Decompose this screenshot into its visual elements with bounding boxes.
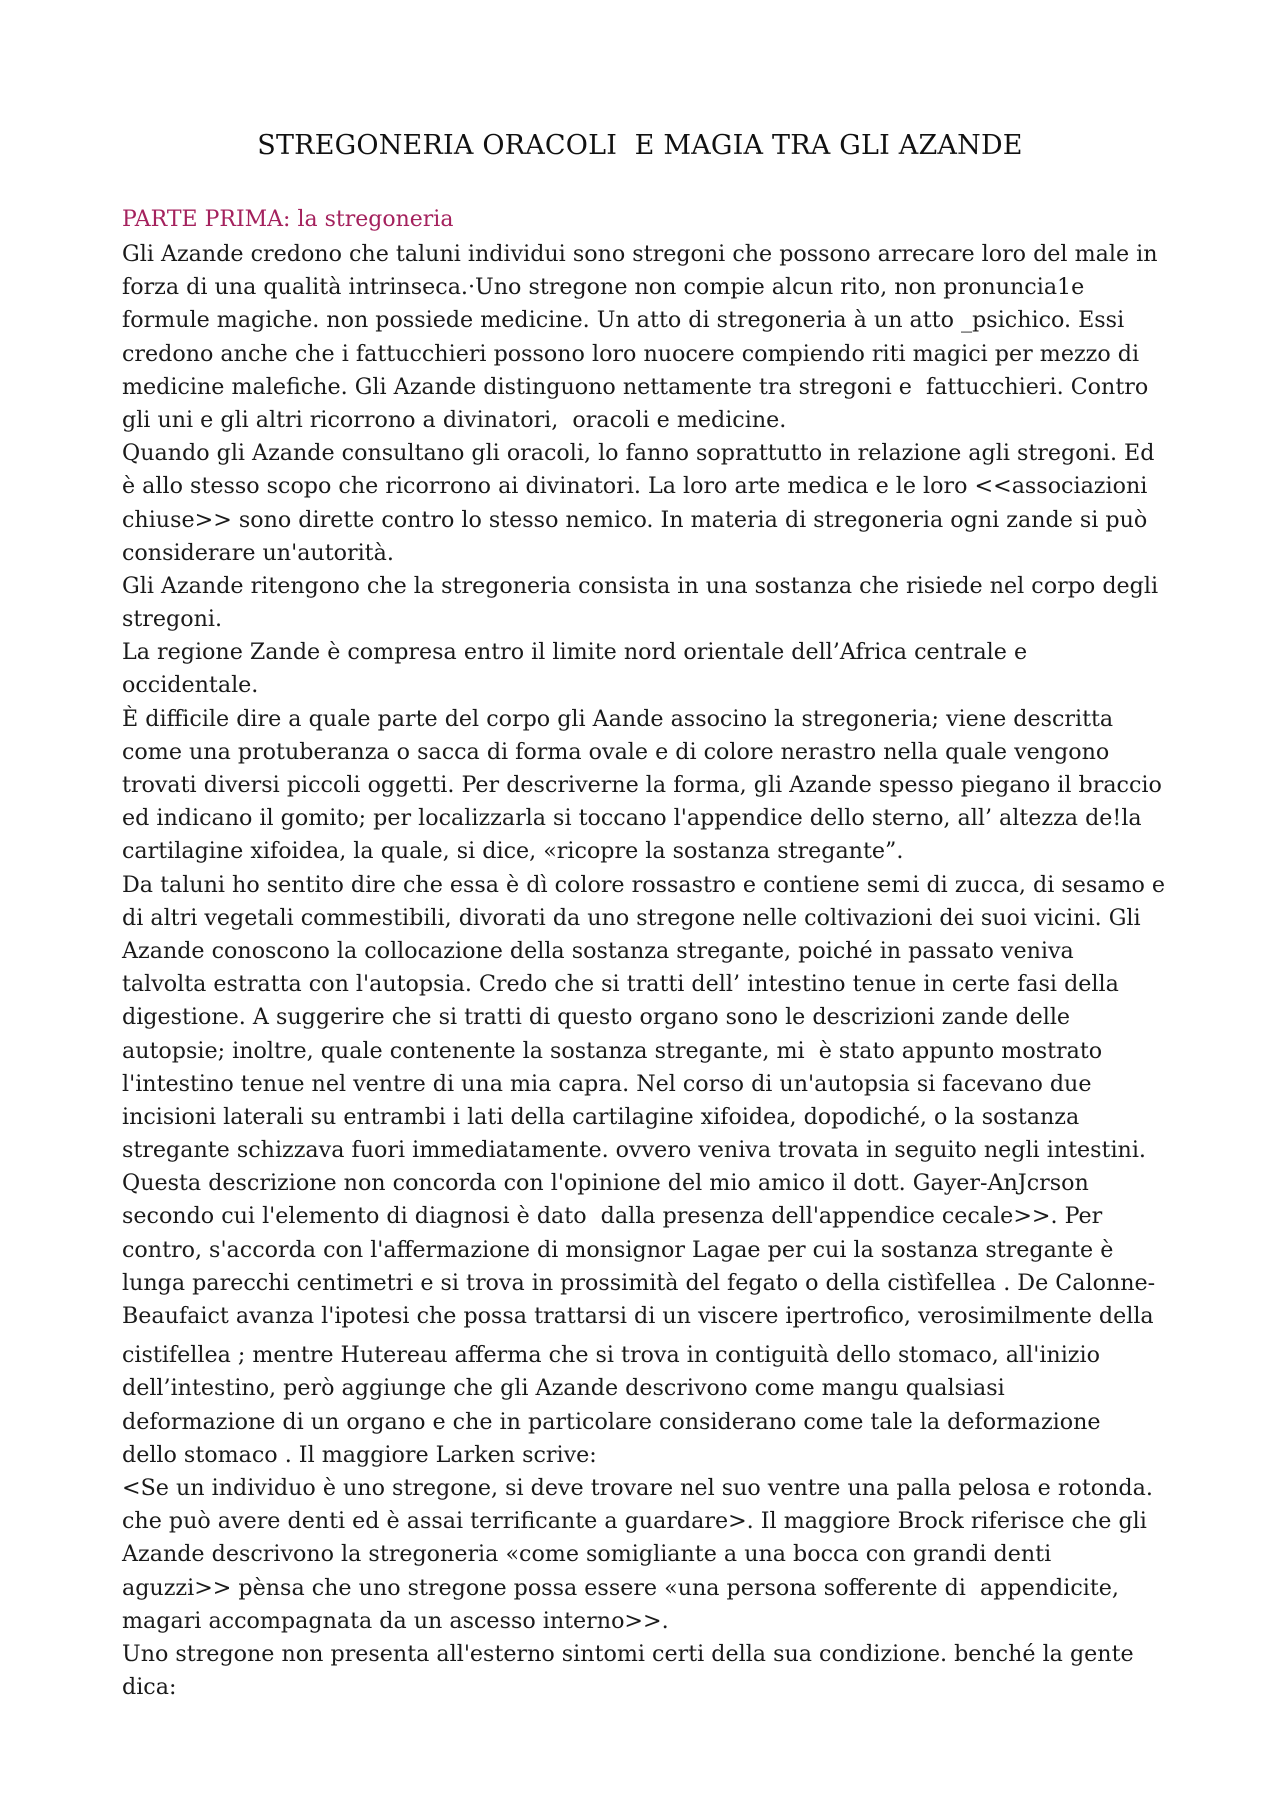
body-text bbox=[122, 238, 1174, 1704]
text-line: Azande descrivono la stregoneria «come somigliante a una bocca con grandi denti bbox=[122, 1541, 1052, 1568]
text-line: Gli Azande credono che taluni individui sono stregoni che possono arrecare loro del male in bbox=[122, 241, 1158, 267]
text-line: dica: bbox=[122, 1674, 177, 1701]
text-line: Uno stregone non presenta all'esterno sintomi certi della sua condizione. benché la gente bbox=[122, 1640, 1134, 1667]
text-line: è allo stesso scopo che ricorrono ai divinatori. La loro arte medica e le loro <<associazioni bbox=[122, 473, 1148, 500]
text-line: Quando gli Azande consultano gli oracoli, lo fanno soprattutto in relazione agli stregoni. Ed bbox=[122, 440, 1155, 467]
text-line: considerare un'autorità. bbox=[122, 539, 394, 566]
text-line: medicine malefiche. Gli Azande distinguono nettamente tra stregoni e fattucchieri. Contro bbox=[122, 373, 1149, 400]
text-line: trovati diversi piccoli oggetti. Per descriverne la forma, gli Azande spesso piegano il braccio bbox=[122, 772, 1162, 798]
text-line: autopsie; inoltre, quale contenente la sostanza stregante, mi è stato appunto mostrato bbox=[122, 1037, 1103, 1064]
text-line: ed indicano il gomito; per localizzarla si toccano l'appendice dello sterno, all’ altezza de!la bbox=[122, 805, 1142, 832]
text-line: cartilagine xifoidea, la quale, si dice, «ricopre la sostanza stregante”. bbox=[122, 838, 904, 865]
text-line: di altri vegetali commestibili, divorati da uno stregone nelle coltivazioni dei suoi vicini. Gli bbox=[122, 904, 1141, 931]
text-line: Questa descrizione non concorda con l'opinione del mio amico il dott. Gayer-AnJcrson bbox=[122, 1170, 1089, 1197]
text-line: Da taluni ho sentito dire che essa è dì colore rossastro e contiene semi di zucca, di sesamo e bbox=[122, 871, 1166, 898]
text-line: aguzzi>> pènsa che uno stregone possa essere «una persona sofferente di appendicite, bbox=[122, 1574, 1119, 1601]
text-line: Beaufaict avanza l'ipotesi che possa trattarsi di un viscere ipertrofico, verosimilmente della bbox=[122, 1303, 1154, 1329]
text-line: stregoni. bbox=[122, 606, 223, 633]
text-line: formule magiche. non possiede medicine. Un atto di stregoneria à un atto _psichico. Essi bbox=[122, 307, 1125, 334]
text-line: dell’intestino, però aggiunge che gli Azande descrivono come mangu qualsiasi bbox=[122, 1375, 1005, 1402]
text-line: occidentale. bbox=[122, 672, 259, 699]
text-line: magari accompagnata da un ascesso interno>>. bbox=[122, 1607, 669, 1634]
text-line: lunga parecchi centimetri e si trova in prossimità del fegato o della cistìfellea . De Calonne- bbox=[122, 1269, 1156, 1296]
text-line: talvolta estratta con l'autopsia. Credo che si tratti dell’ intestino tenue in certe fasi della bbox=[122, 971, 1119, 998]
text-line: l'intestino tenue nel ventre di una mia capra. Nel corso di un'autopsia si facevano due bbox=[122, 1070, 1092, 1097]
text-line: chiuse>> sono dirette contro lo stesso nemico. In materia di stregoneria ogni zande si può bbox=[122, 506, 1148, 533]
text-line: come una protuberanza o sacca di forma ovale e di colore nerastro nella quale vengono bbox=[122, 738, 1110, 765]
text-line: digestione. A suggerire che si tratti di questo organo sono le descrizioni zande delle bbox=[122, 1004, 1071, 1031]
text-line: secondo cui l'elemento di diagnosi è dato dalla presenza dell'appendice cecale>>. Per bbox=[122, 1203, 1103, 1230]
text-line: credono anche che i fattucchieri possono loro nuocere compiendo riti magici per mezzo di bbox=[122, 340, 1140, 367]
text-line: Azande conoscono la collocazione della sostanza stregante, poiché in passato veniva bbox=[122, 937, 1074, 964]
text-line: deformazione di un organo e che in particolare considerano come tale la deformazione bbox=[122, 1408, 1101, 1435]
text-line: che può avere denti ed è assai terrificante a guardare>. Il maggiore Brock riferisce che gli bbox=[122, 1508, 1147, 1535]
text-line: gli uni e gli altri ricorrono a divinatori, oracoli e medicine. bbox=[122, 406, 787, 433]
text-line: È difficile dire a quale parte del corpo gli Aande associno la stregoneria; viene descritta bbox=[122, 705, 1114, 732]
text-line: Gli Azande ritengono che la stregoneria consista in una sostanza che risiede nel corpo degli bbox=[122, 572, 1159, 599]
text-line: forza di una qualità intrinseca.·Uno stregone non compie alcun rito, non pronuncia1e bbox=[122, 274, 1085, 301]
text-line: incisioni laterali su entrambi i lati della cartilagine xifoidea, dopodiché, o la sostanza bbox=[122, 1103, 1080, 1130]
text-line: cistifellea ; mentre Hutereau afferma che si trova in contiguità dello stomaco, all'inizio bbox=[122, 1342, 1100, 1369]
text-line: <Se un individuo è uno stregone, si deve trovare nel suo ventre una palla pelosa e rotonda. bbox=[122, 1474, 1153, 1501]
text-line: stregante schizzava fuori immediatamente. ovvero veniva trovata in seguito negli intestini. bbox=[122, 1137, 1146, 1164]
text-line: La regione Zande è compresa entro il limite nord orientale dell’Africa centrale e bbox=[122, 639, 1028, 666]
text-line: dello stomaco . Il maggiore Larken scrive: bbox=[122, 1441, 597, 1468]
document-title: STREGONERIA ORACOLI E MAGIA TRA GLI AZANDE bbox=[257, 130, 1023, 161]
section-heading: PARTE PRIMA: la stregoneria bbox=[122, 207, 454, 232]
text-line: contro, s'accorda con l'affermazione di monsignor Lagae per cui la sostanza stregante è bbox=[122, 1236, 1114, 1263]
